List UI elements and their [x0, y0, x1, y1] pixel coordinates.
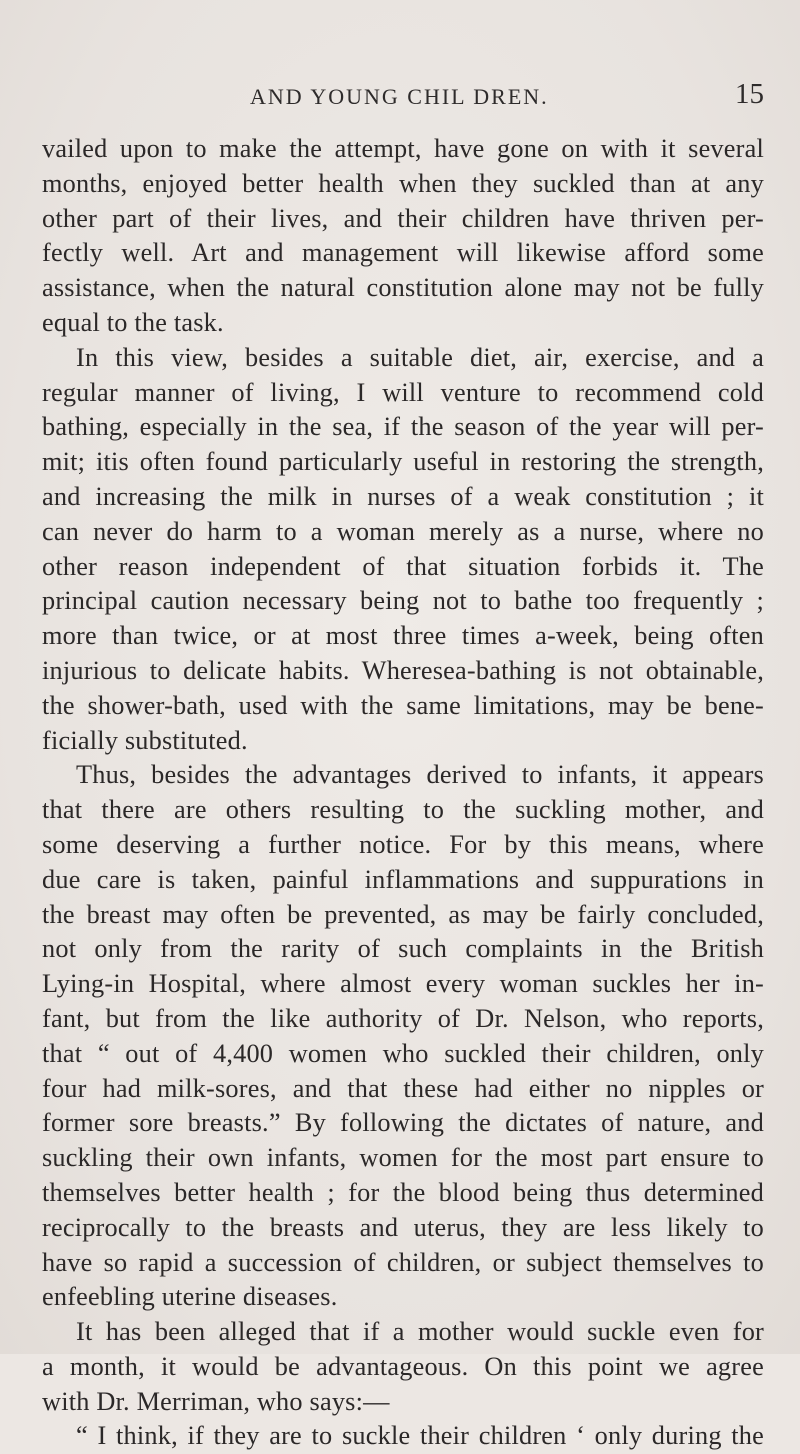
text-line: other reason independent of that situation forbids it. The — [42, 551, 764, 581]
text-line: principal caution necessary being not to bathe too frequently ; — [42, 586, 764, 616]
text-line: due care is taken, painful inflammations and suppurations in — [42, 864, 764, 894]
text-line: more than twice, or at most three times a-week, being often — [42, 621, 764, 651]
text-line: other part of their lives, and their children have thriven per- — [42, 203, 764, 233]
text-line: the shower-bath, used with the same limitations, may be bene- — [42, 690, 764, 720]
text-line: and increasing the milk in nurses of a weak constitution ; it — [42, 481, 764, 511]
text-line: some deserving a further notice. For by this means, where — [42, 829, 764, 859]
text-line: bathing, especially in the sea, if the season of the year will per- — [42, 412, 764, 442]
text-line: In this view, besides a suitable diet, air, exercise, and a — [76, 342, 764, 372]
text-line: a month, it would be advantageous. On this point we agree — [42, 1351, 764, 1381]
text-line: injurious to delicate habits. Wheresea-bathing is not obtainable, — [42, 655, 764, 685]
text-line: ficially substituted. — [42, 725, 248, 755]
text-line: Thus, besides the advantages derived to infants, it appears — [76, 760, 764, 790]
text-line: can never do harm to a woman merely as a nurse, where no — [42, 516, 764, 546]
body-text — [42, 132, 764, 1454]
text-line: assistance, when the natural constitution alone may not be fully — [42, 273, 764, 303]
text-line: fectly well. Art and management will likewise afford some — [42, 238, 764, 268]
text-line: not only from the rarity of such complaints in the British — [42, 934, 764, 964]
text-line: that there are others resulting to the suckling mother, and — [42, 795, 764, 825]
text-line: fant, but from the like authority of Dr. Nelson, who reports, — [42, 1003, 764, 1033]
text-line: It has been alleged that if a mother would suckle even for — [76, 1317, 764, 1347]
text-line: themselves better health ; for the blood being thus determined — [42, 1177, 764, 1207]
text-line: the breast may often be prevented, as may be fairly concluded, — [42, 899, 764, 929]
text-line: “ I think, if they are to suckle their children ‘ only during the — [76, 1421, 764, 1451]
page-number: 15 — [735, 78, 764, 110]
text-line: vailed upon to make the attempt, have gone on with it several — [42, 134, 764, 163]
text-line: reciprocally to the breasts and uterus, they are less likely to — [42, 1212, 764, 1242]
text-line: months, enjoyed better health when they suckled than at any — [42, 168, 764, 198]
text-line: that “ out of 4,400 women who suckled their children, only — [42, 1038, 764, 1068]
text-line: former sore breasts.” By following the dictates of nature, and — [42, 1108, 764, 1138]
running-head: AND YOUNG CHIL DREN. — [250, 84, 549, 109]
text-line: four had milk-sores, and that these had either no nipples or — [42, 1073, 764, 1103]
page-header — [0, 78, 800, 124]
text-line: suckling their own infants, women for the most part ensure to — [42, 1143, 764, 1173]
text-line: mit; itis often found particularly useful in restoring the strength, — [42, 447, 764, 477]
text-line: equal to the task. — [42, 307, 224, 337]
text-line: have so rapid a succession of children, or subject themselves to — [42, 1247, 764, 1277]
text-line: with Dr. Merriman, who says:— — [42, 1386, 390, 1416]
text-line: Lying-in Hospital, where almost every woman suckles her in- — [42, 969, 764, 999]
text-line: regular manner of living, I will venture to recommend cold — [42, 377, 764, 407]
text-line: enfeebling uterine diseases. — [42, 1282, 338, 1312]
